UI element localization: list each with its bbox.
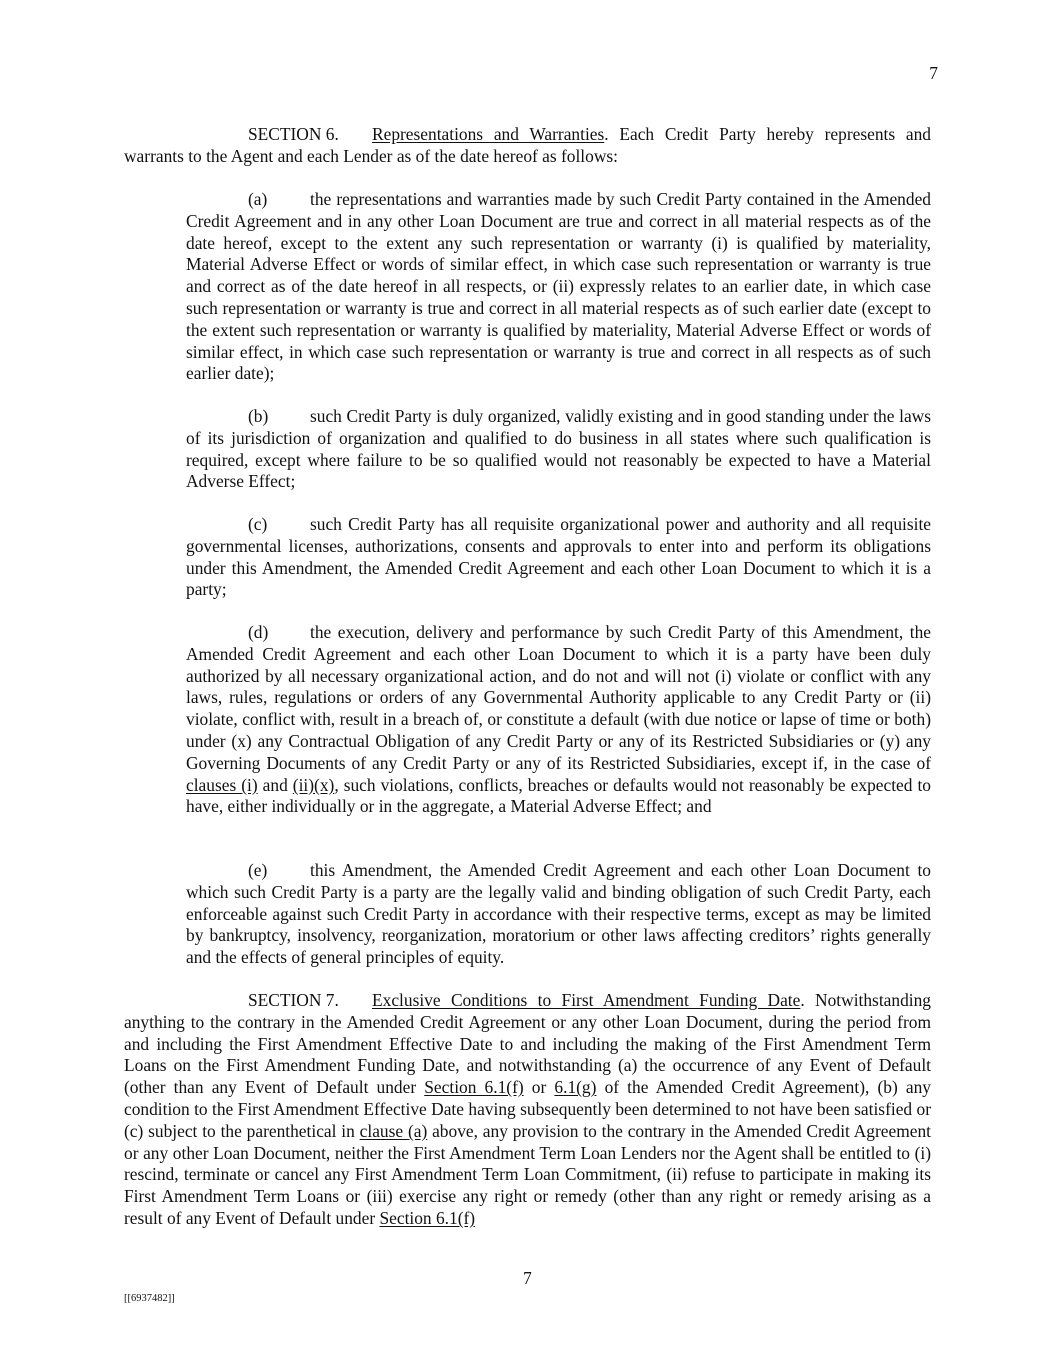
section-7-reference-6-1-g: 6.1(g) [554,1077,597,1098]
clause-d-text-1: the execution, delivery and performance by such Credit Party of this Amendment, the Amended Credit Agreement and each other Loan Document to which it is a party have been duly authorized by all necessary organizational action, and do not and will not (i) violate or conflict with any laws, rules, regulations or orders of any Governmental Authority applicable to any Credit Party or (ii) violate, conflict with, result in a breach of, or constitute a default (with due notice or lapse of time or both) under (x) any Contractual Obligation of any Credit Party or any of its Restricted Subsidiaries or (y) any Governing Documents of any Credit Party or any of its Restricted Subsidiaries, except if, in the case of [186,622,931,773]
clause-a-label: (a) [248,189,268,209]
section-7-text-3: of the Amended Credit Agreement), (b) any condition to the First Amendment Effective Date having subsequently been determined to not have been satisfied or (c) subject to the parenthetical in [124,1077,931,1141]
section-7-reference-6-1-f: Section 6.1(f) [424,1077,524,1098]
clause-d-text-2: and [257,774,293,795]
document-id: [[6937482]] [124,1293,175,1304]
section-7-heading: Exclusive Conditions to First Amendment Funding Date [372,990,801,1010]
clause-e-label: (e) [248,860,268,880]
section-6-intro-text: . Each Credit Party hereby represents and warrants to the Agent and each Lender as of the date hereof as follows: [124,124,931,166]
section-6-label: SECTION 6. [248,124,339,144]
clause-c-text: such Credit Party has all requisite organizational power and authority and all requisite governmental licenses, authorizations, consents and approvals to enter into and perform its obligations under this Amendment, the Amended Credit Agreement and each other Loan Document to which it is a party; [186,514,931,600]
page-number-bottom: 7 [523,1268,532,1288]
clause-d [186,622,931,818]
section-7-text-1: . Notwithstanding anything to the contrary in the Amended Credit Agreement or any other Loan Document, during the period from and including the First Amendment Effective Date to and including the making of the First Amendment Term Loans on the First Amendment Funding Date, and notwithstanding (a) the occurrence of any Event of Default (other than any Event of Default under [124,990,931,1098]
clause-b [186,406,931,493]
section-6-heading: Representations and Warranties [372,124,605,144]
section-6-intro [124,124,931,168]
clause-d-label: (d) [248,622,269,642]
section-7-text-4: above, any provision to the contrary in the Amended Credit Agreement or any other Loan Document, neither the First Amendment Term Loan Lenders nor the Agent shall be entitled to (i) rescind, terminate or cancel any First Amendment Term Loan Commitment, (ii) refuse to participate in making its First Amendment Term Loans or (iii) exercise any right or remedy (other than any right or remedy arising as a result of any Event of Default under [124,1120,931,1228]
section-7 [124,990,931,1230]
section-7-reference-clause-a: clause (a) [359,1120,428,1141]
section-7-reference-6-1-f-second: Section 6.1(f) [379,1207,476,1228]
clause-c-label: (c) [248,514,268,534]
clause-a-text: the representations and warranties made by such Credit Party contained in the Amended Credit Agreement and in any other Loan Document are true and correct in all material respects as of the date hereof, except to the extent any such representation or warranty (i) is qualified by materiality, Material Adverse Effect or words of similar effect, in which case such representation or warranty is true and correct as of the date hereof in all respects, or (ii) expressly relates to an earlier date, in which case such representation or warranty is true and correct in all material respects as of such earlier date (except to the extent such representation or warranty is qualified by materiality, Material Adverse Effect or words of similar effect, in which case such representation or warranty is true and correct in all respects as of such earlier date); [186,189,931,384]
clause-e [186,860,931,969]
clause-d-reference-clauses-i: clauses (i) [186,774,258,795]
page-number-top: 7 [929,63,938,83]
clause-a [186,189,931,385]
section-7-label: SECTION 7. [248,990,339,1010]
clause-d-text-3: , such violations, conflicts, breaches or defaults would not reasonably be expected to have, either individually or in the aggregate, a Material Adverse Effect; and [186,774,931,817]
clause-b-label: (b) [248,406,269,426]
clause-d-reference-ii-x: (ii)(x) [292,774,335,795]
clause-c [186,514,931,601]
section-7-text-2: or [523,1077,555,1098]
clause-b-text: such Credit Party is duly organized, validly existing and in good standing under the laws of its jurisdiction of organization and qualified to do business in all states where such qualification is required, except where failure to be so qualified would not reasonably be expected to have a Material Adverse Effect; [186,406,931,492]
clause-e-text: this Amendment, the Amended Credit Agreement and each other Loan Document to which such Credit Party is a party are the legally valid and binding obligation of such Credit Party, each enforceable against such Credit Party in accordance with their respective terms, except as may be limited by bankruptcy, insolvency, reorganization, moratorium or other laws affecting creditors’ rights generally and the effects of general principles of equity. [186,860,931,968]
